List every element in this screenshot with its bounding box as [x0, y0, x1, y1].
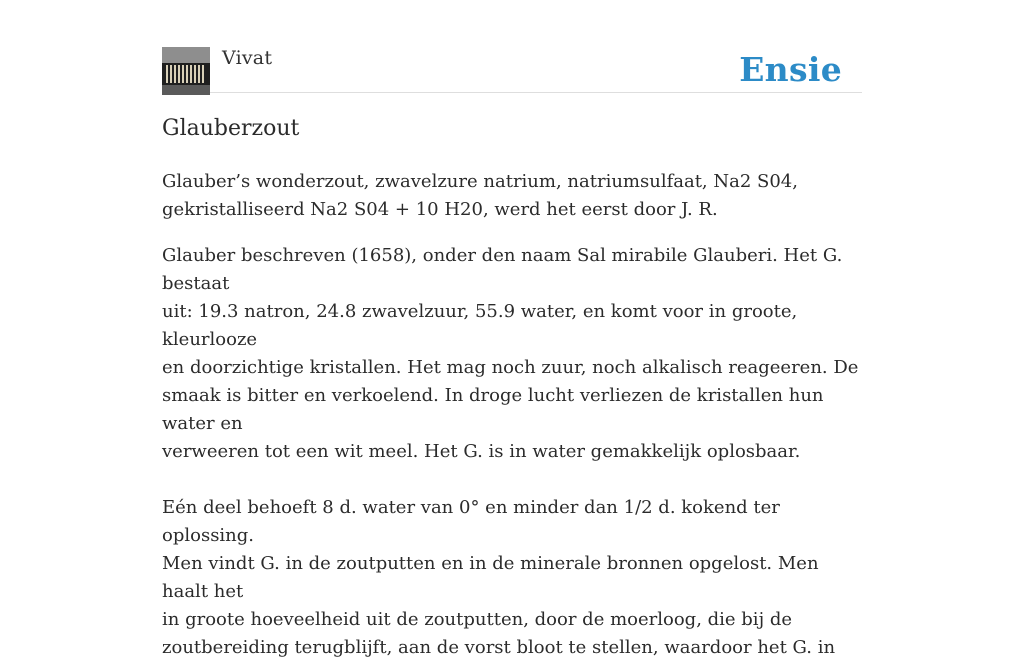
article-body [162, 168, 862, 662]
article-paragraph: Glauber’s wonderzout, zwavelzure natrium, natriumsulfaat, Na2 S04, gekristalliseerd Na2 S04 + 10 H20, werd het eerst door J. R. [162, 171, 798, 220]
author-avatar[interactable] [162, 47, 210, 95]
article-paragraph: Glauber beschreven (1658), onder den naam Sal mirabile Glauberi. Het G. bestaat uit: 19.3 natron, 24.8 zwavelzuur, 55.9 water, en komt voor in groote, kleurlooze en doorzichtige kristallen. Het mag noch zuur, noch alkalisch reageeren. De smaak is bitter en verkoelend. In droge lucht verliezen de kristallen hun water en verweeren tot een wit meel. Het G. is in water gemakkelijk oplosbaar. Eén deel behoeft 8 d. water van 0° en minder dan 1/2 d. kokend ter oplossing. Men vindt G. in de zoutputten en in de minerale bronnen opgelost. Men haalt het in groote hoeveelheid uit de zoutputten, door de moerloog, die bij de zoutbereiding terugblijft, aan de vorst bloot te stellen, waardoor het G. in [162, 245, 859, 658]
avatar-image [162, 47, 210, 95]
brand-logo[interactable]: Ensie [739, 50, 842, 89]
article-title: Glauberzout [162, 116, 300, 141]
header [162, 44, 862, 93]
author-name[interactable]: Vivat [222, 47, 273, 69]
